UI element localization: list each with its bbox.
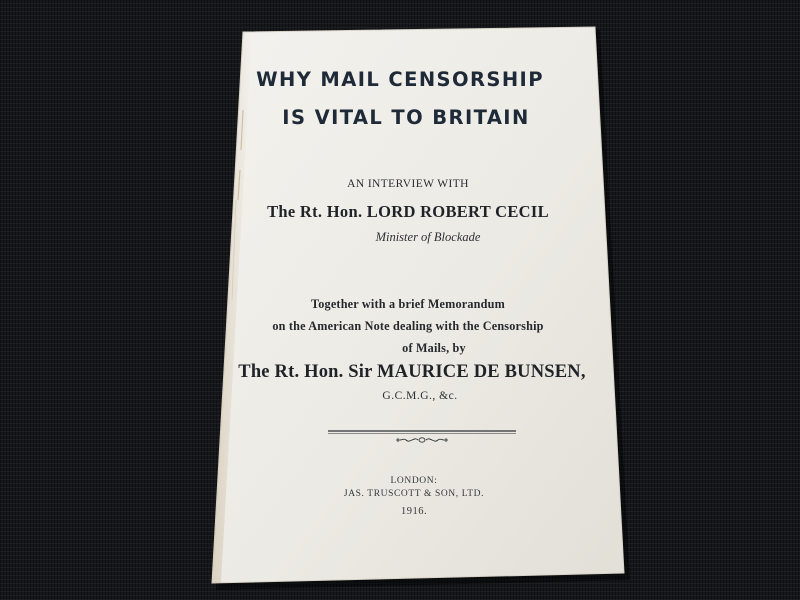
memo-line-1: Together with a brief Memorandum	[311, 297, 505, 311]
interview-label: AN INTERVIEW WITH	[347, 178, 469, 190]
author1-role: Minister of Blockade	[375, 230, 481, 244]
author2-honours: G.C.M.G., &c.	[382, 390, 458, 402]
title-line-1: WHY MAIL CENSORSHIP	[256, 68, 544, 91]
memo-line-3: of Mails, by	[402, 341, 466, 355]
title-line-2: IS VITAL TO BRITAIN	[282, 106, 530, 129]
imprint-publisher: JAS. TRUSCOTT & SON, LTD.	[343, 489, 485, 499]
memo-line-2: on the American Note dealing with the Censorship	[272, 319, 544, 333]
author1-name: The Rt. Hon. LORD ROBERT CECIL	[267, 202, 549, 221]
imprint-year: 1916.	[400, 506, 428, 517]
ornamental-divider	[326, 426, 518, 446]
author2-name: The Rt. Hon. Sir MAURICE DE BUNSEN,	[238, 362, 586, 382]
imprint-city: LONDON:	[390, 476, 438, 486]
